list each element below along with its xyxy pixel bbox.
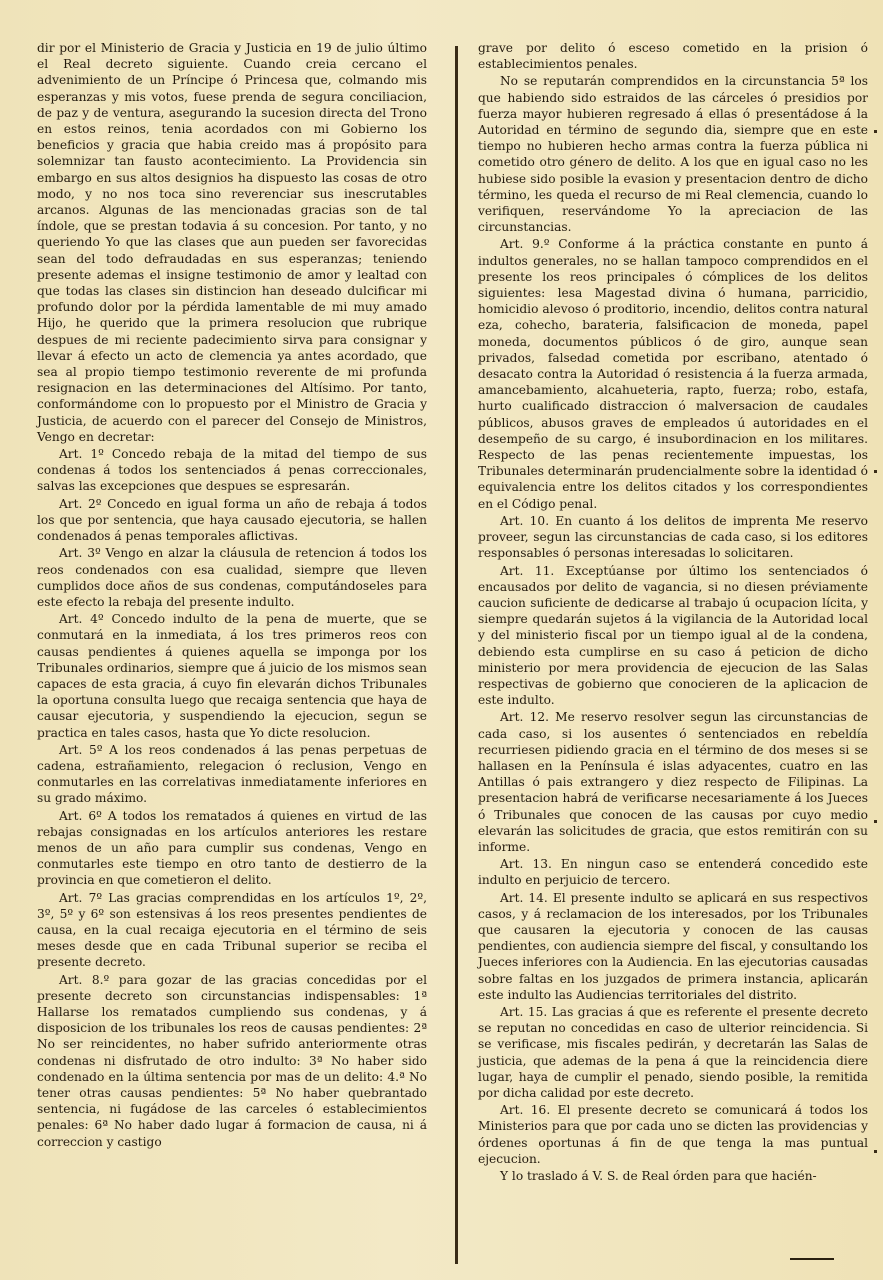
- margin-mark: [874, 130, 877, 133]
- paragraph-article-7: Art. 7º Las gracias comprendidas en los artículos 1º, 2º, 3º, 5º y 6º son estensivas á los reos presentes pendientes de causa, en la cual recaiga ejecutoria en el término de seis meses desde que en cada Tribunal superior se reciba el presente decreto.: [37, 890, 427, 970]
- page-end-rule: [790, 1258, 834, 1260]
- paragraph-article-15: Art. 15. Las gracias á que es referente el presente decreto se reputan no concedidas en caso de ulterior reincidencia. Si se verificase, mis fiscales pedirán, y decretarán las Salas de justicia, que ademas de la pena á que la reincidencia diere lugar, haya de cumplir el penado, siendo posible, la remitida por dicha calidad por este decreto.: [478, 1004, 868, 1100]
- paragraph-article-1: Art. 1º Concedo rebaja de la mitad del tiempo de sus condenas á todos los sentenciados á penas correccionales, salvas las excepciones que despues se espresarán.: [37, 447, 427, 494]
- paragraph-article-10: Art. 10. En cuanto á los delitos de imprenta Me reservo proveer, segun las circunstancias de cada caso, si los editores responsables ó personas interesadas lo solicitaren.: [478, 513, 868, 561]
- paragraph-article-16: Art. 16. El presente decreto se comunicará á todos los Ministerios para que por cada uno se dicten las providencias y órdenes oportunas á fin de que tenga la mas puntual ejecucion.: [478, 1103, 868, 1166]
- margin-mark: [874, 470, 877, 473]
- paragraph-article-5: Art. 5º A los reos condenados á las penas perpetuas de cadena, estrañamiento, relegacion ó reclusion, Vengo en conmutarles en las correlativas inmediatamente inferiores en su grado máximo.: [37, 742, 427, 806]
- paragraph-article-3: Art. 3º Vengo en alzar la cláusula de retencion á todos los reos condenados con esa cualidad, siempre que lleven cumplidos doce años de sus condenas, computándoseles para este efecto la rebaja del presente indulto.: [37, 546, 427, 609]
- column-divider: [455, 46, 458, 1264]
- margin-mark: [874, 1150, 877, 1153]
- paragraph-article-13: Art. 13. En ningun caso se entenderá concedido este indulto en perjuicio de tercero.: [478, 857, 868, 888]
- paragraph-article-12: Art. 12. Me reservo resolver segun las circunstancias de cada caso, si los ausentes ó sentenciados en rebeldía recurriesen pidiendo gracia en el término de dos meses si se hallasen en la Península é islas adyacentes, cuatro en las Antillas ó pais extrangero y diez respecto de Filipinas. La presentacion habrá de verificarse necesariamente á los Jueces ó Tribunales que conocen de las causas por cuyo medio elevarán las solicitudes de gracia, que estos remitirán con su informe.: [478, 710, 868, 854]
- paragraph-closing: Y lo traslado á V. S. de Real órden para que hacién-: [500, 1169, 817, 1184]
- paragraph-article-4: Art. 4º Concedo indulto de la pena de muerte, que se conmutará en la inmediata, á los tres primeros reos con causas pendientes á quienes aquella se imponga por los Tribunales ordinarios, siempre que á juicio de los mismos sean capaces de esta gracia, á cuyo fin elevarán dichos Tribunales la oportuna consulta luego que recaiga sentencia que haya de causar ejecutoria, y suspendiendo la ejecucion, segun se practica en tales casos, hasta que Yo dicte resolucion.: [37, 612, 427, 740]
- paragraph-article-6: Art. 6º A todos los rematados á quienes en virtud de las rebajas consignadas en los artículos anteriores les restare menos de un año para cumplir sus condenas, Vengo en conmutarles este tiempo en otro tanto de destierro de la provincia en que cometieron el delito.: [37, 808, 427, 888]
- paragraph-article-11: Art. 11. Exceptúanse por último los sentenciados ó encausados por delito de vagancia, si no diesen préviamente caucion suficiente de dedicarse al trabajo ú ocupacion lícita, y siempre quedarán sujetos á la vigilancia de la Autoridad local y del ministerio fiscal por un tiempo igual al de la condena, debiendo esta cumplirse en su caso á peticion de dicho ministerio por mera providencia de ejecucion de las Salas respectivas de gobierno que conocieren de la aplicacion de este indulto.: [478, 563, 868, 708]
- paragraph-intro: dir por el Ministerio de Gracia y Justicia en 19 de julio último el Real decreto siguiente. Cuando creia cercano el advenimiento de un Príncipe ó Princesa que, colmando mis esperanzas y mis votos, fuese prenda de segura conciliacion, de paz y de ventura, asegurando la sucesion directa del Trono en estos reinos, tenia acordados con mi Gobierno los beneficios y gracia que habia creido mas á propósito para solemnizar tan fausto acontecimiento. La Providencia sin embargo en sus altos designios ha dispuesto las cosas de otro modo, y no nos toca sino reverenciar sus inescrutables arcanos. Algunas de las mencionadas gracias son de tal índole, que se prestan todavia á su concesion. Por tanto, y no queriendo Yo que las clases que aun pueden ser favorecidas sean del todo defraudadas en sus esperanzas; teniendo presente ademas el insigne testimonio de amor y lealtad con que todas las clases sin distincion han deseado dulcificar mi profundo dolor por la pérdida lamentable de mi muy amado Hijo, he querido que la primera resolucion que rubrique despues de mi reciente padecimiento sirva para consignar y llevar á efecto un acto de clemencia ya antes acordado, que sea al propio tiempo testimonio reverente de mi profunda resignacion en las determinaciones del Altísimo. Por tanto, conformándome con lo propuesto por el Ministro de Gracia y Justicia, de acuerdo con el parecer del Consejo de Ministros, Vengo en decretar:: [37, 41, 427, 444]
- paragraph-article-9: Art. 9.º Conforme á la práctica constante en punto á indultos generales, no se hallan tampoco comprendidos en el presente los reos principales ó cómplices de los delitos siguientes: lesa Magestad divina ó humana, parricidio, homicidio alevoso ó proditorio, incendio, delitos contra natural eza, cohecho, barateria, falsificacion de moneda, papel moneda, documentos públicos ó de giro, aunque sean privados, falsedad cometida por escribano, atentado ó desacato contra la Autoridad ó resistencia á la fuerza armada, amancebamiento, alcahueteria, rapto, fuerza; robo, estafa, hurto cualificado distraccion ó malversacion de caudales públicos, abusos graves de empleados ú autoridades en el desempeño de su cargo, é insubordinacion en los militares. Respecto de las penas recientemente impuestas, los Tribunales determinarán prudencialmente sobre la identidad ó equivalencia entre los delitos citados y los correspondientes en el Código penal.: [478, 237, 869, 511]
- paragraph-article-8-continued: grave por delito ó esceso cometido en la prision ó establecimientos penales.: [478, 41, 868, 72]
- left-text-column: [37, 40, 427, 1151]
- right-text-column: [478, 40, 868, 1185]
- paragraph-article-8: Art. 8.º para gozar de las gracias concedidas por el presente decreto son circunstancias indispensables: 1ª Hallarse los rematados cumpliendo sus condenas, y á disposicion de los tribunales los reos de causas pendientes: 2ª No ser reincidentes, no haber sufrido anteriormente otras condenas ni disfrutado de otro indulto: 3ª No haber sido condenado en la última sentencia por mas de un delito: 4.ª No tener otras causas pendientes: 5ª No haber quebrantado sentencia, ni fugádose de las carceles ó establecimientos penales: 6ª No haber dado lugar á formacion de causa, ni á correccion y castigo: [37, 972, 427, 1149]
- paragraph-article-8-note: No se reputarán comprendidos en la circunstancia 5ª los que habiendo sido estraidos de las cárceles ó presidios por fuerza mayor hubieren regresado á ellas ó presentádose á la Autoridad en término de segundo dia, siempre que en este tiempo no hubieren hecho armas contra la fuerza pública ni cometido otro género de delito. A los que en igual caso no les hubiese sido posible la evasion y presentacion dentro de dicho término, les queda el recurso de mi Real clemencia, cuando lo verifiquen, reservándome Yo la apreciacion de las circunstancias.: [478, 74, 868, 235]
- paragraph-article-2: Art. 2º Concedo en igual forma un año de rebaja á todos los que por sentencia, que haya causado ejecutoria, se hallen condenados á penas temporales aflictivas.: [37, 496, 427, 544]
- paragraph-article-14: Art. 14. El presente indulto se aplicará en sus respectivos casos, y á reclamacion de los interesados, por los Tribunales que causaren la ejecutoria y conocen de las causas pendientes, con audiencia siempre del fiscal, y consultando los Jueces inferiores con la Audiencia. En las ejecutorias causadas sobre faltas en los juzgados de primera instancia, aplicarán este indulto las Audiencias territoriales del distrito.: [478, 890, 868, 1002]
- margin-mark: [874, 820, 877, 823]
